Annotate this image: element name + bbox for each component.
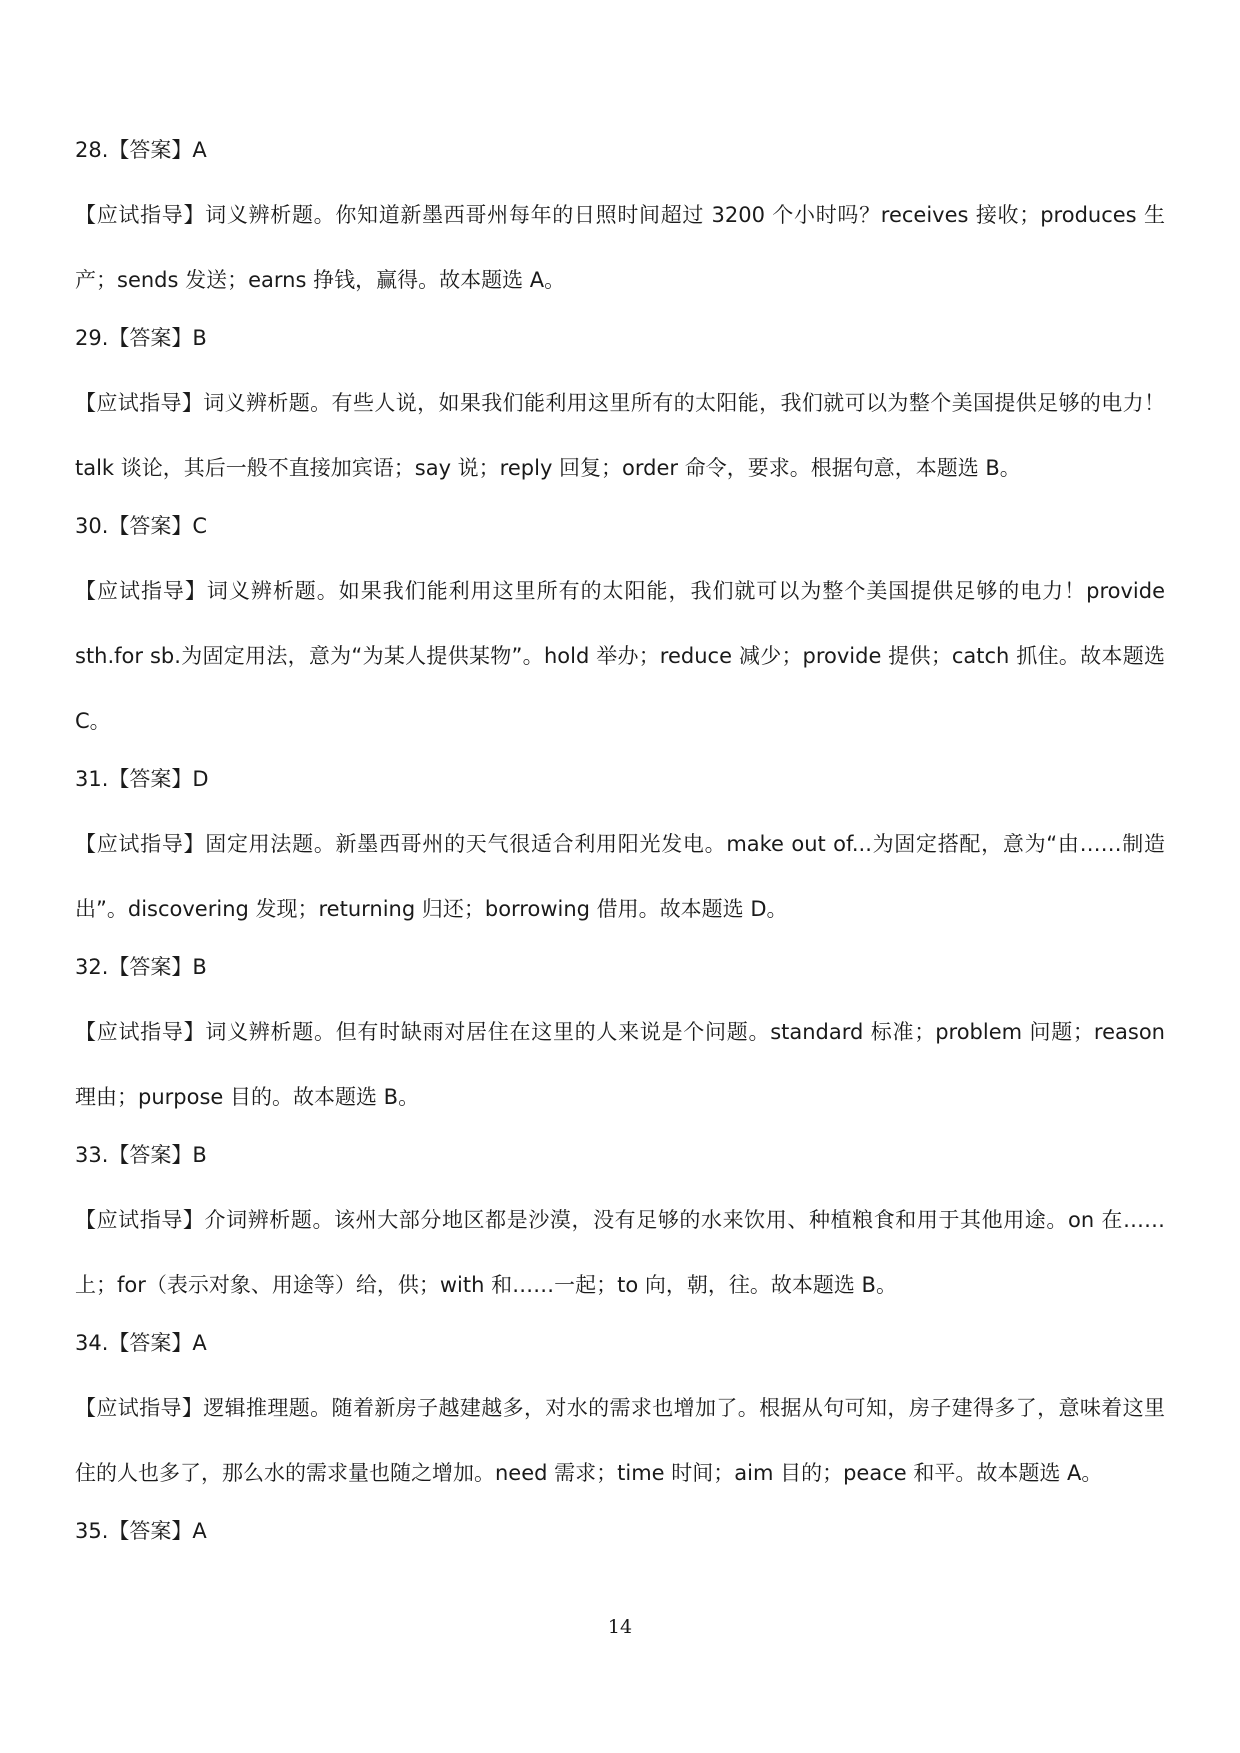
answer-31-heading: 31.【答案】D xyxy=(75,767,209,791)
answer-33-guide: 【应试指导】介词辨析题。该州大部分地区都是沙漠，没有足够的水来饮用、种植粮食和用于其他用途。on 在……上；for（表示对象、用途等）给，供；with 和……一起；to 向，朝，往。故本题选 B。 xyxy=(75,1208,1165,1297)
answer-32-heading: 32.【答案】B xyxy=(75,955,207,979)
answer-32-guide: 【应试指导】词义辨析题。但有时缺雨对居住在这里的人来说是个问题。standard 标准；problem 问题；reason 理由；purpose 目的。故本题选 B。 xyxy=(75,1020,1165,1109)
answer-29-heading: 29.【答案】B xyxy=(75,326,207,350)
answer-34-heading: 34.【答案】A xyxy=(75,1331,207,1355)
answer-33-heading: 33.【答案】B xyxy=(75,1143,207,1167)
answer-31-guide: 【应试指导】固定用法题。新墨西哥州的天气很适合利用阳光发电。make out of...为固定搭配，意为“由……制造出”。discovering 发现；returning 归还；borrowing 借用。故本题选 D。 xyxy=(75,832,1165,921)
answer-28-guide: 【应试指导】词义辨析题。你知道新墨西哥州每年的日照时间超过 3200 个小时吗？receives 接收；produces 生产；sends 发送；earns 挣钱，赢得。故本题选 A。 xyxy=(75,203,1165,292)
answer-29-guide: 【应试指导】词义辨析题。有些人说，如果我们能利用这里所有的太阳能，我们就可以为整个美国提供足够的电力！talk 谈论，其后一般不直接加宾语；say 说；reply 回复；order 命令，要求。根据句意，本题选 B。 xyxy=(75,391,1165,480)
answer-30-heading: 30.【答案】C xyxy=(75,514,208,538)
answer-35-heading: 35.【答案】A xyxy=(75,1519,207,1543)
page-number: 14 xyxy=(607,1616,633,1638)
answer-key-body xyxy=(75,135,1165,1581)
answer-30-guide: 【应试指导】词义辨析题。如果我们能利用这里所有的太阳能，我们就可以为整个美国提供足够的电力！provide sth.for sb.为固定用法，意为“为某人提供某物”。hold 举办；reduce 减少；provide 提供；catch 抓住。故本题选 C。 xyxy=(75,579,1165,733)
answer-28-heading: 28.【答案】A xyxy=(75,138,207,162)
answer-34-guide: 【应试指导】逻辑推理题。随着新房子越建越多，对水的需求也增加了。根据从句可知，房子建得多了，意味着这里住的人也多了，那么水的需求量也随之增加。need 需求；time 时间；aim 目的；peace 和平。故本题选 A。 xyxy=(75,1396,1165,1485)
